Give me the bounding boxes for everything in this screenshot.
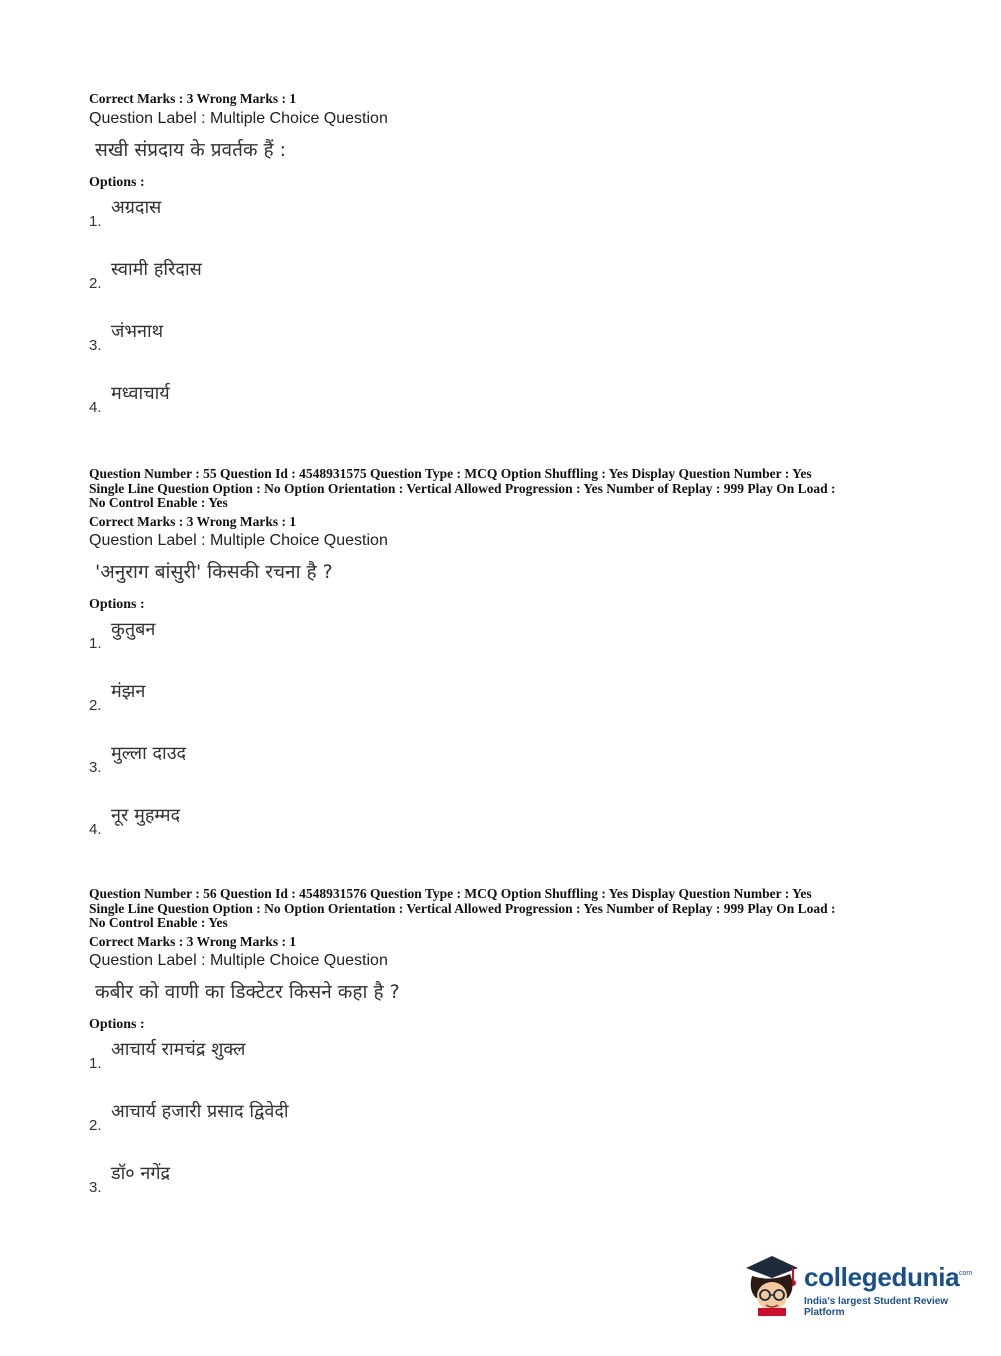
question-meta-line-2: Single Line Question Option : No Option Orientation : Vertical Allowed Progression : Yes Number of Replay : 999 Play On Load :: [89, 480, 836, 496]
question-label: Question Label : Multiple Choice Question: [89, 109, 388, 127]
option-number: 3.: [89, 1179, 102, 1196]
marks-info: Correct Marks : 3 Wrong Marks : 1: [89, 933, 297, 949]
options-heading: Options :: [89, 597, 145, 612]
option-3: [89, 315, 919, 377]
option-text: डॉ० नगेंद्र: [111, 1163, 171, 1184]
option-2: [89, 1095, 919, 1157]
logo-tagline: India's largest Student Review Platform: [804, 1296, 949, 1318]
student-mascot-icon: [742, 1250, 802, 1316]
question-text: सखी संप्रदाय के प्रवर्तक हैं :: [95, 138, 287, 161]
marks-info: Correct Marks : 3 Wrong Marks : 1: [89, 513, 297, 529]
question-block-56: [89, 887, 919, 1219]
option-number: 2.: [89, 1117, 102, 1134]
option-4: [89, 377, 919, 439]
question-label: Question Label : Multiple Choice Question: [89, 952, 388, 969]
option-text: आचार्य रामचंद्र शुक्ल: [111, 1039, 246, 1060]
option-number: 2.: [89, 697, 102, 714]
option-text: आचार्य हजारी प्रसाद द्विवेदी: [111, 1101, 289, 1122]
option-text: अग्रदास: [111, 196, 162, 218]
question-text: कबीर को वाणी का डिक्टेटर किसने कहा है ?: [95, 981, 400, 1003]
collegedunia-logo: [742, 1250, 972, 1322]
option-2: [89, 253, 919, 315]
option-text: मंझन: [111, 681, 146, 702]
question-label: Question Label : Multiple Choice Question: [89, 532, 388, 549]
option-text: नूर मुहम्मद: [111, 805, 181, 826]
question-meta-line-3: No Control Enable : Yes: [89, 495, 228, 510]
option-number: 1.: [89, 635, 102, 652]
question-text: 'अनुराग बांसुरी' किसकी रचना है ?: [95, 561, 333, 583]
option-number: 4.: [89, 821, 102, 838]
question-meta-line-3: No Control Enable : Yes: [89, 915, 228, 930]
question-block-55: [89, 467, 919, 861]
marks-info: Correct Marks : 3 Wrong Marks : 1: [89, 91, 297, 106]
option-4: [89, 799, 919, 861]
option-1: [89, 191, 919, 253]
option-number: 1.: [89, 1055, 102, 1072]
option-text: मुल्ला दाउद: [111, 743, 187, 764]
option-number: 4.: [89, 398, 102, 416]
option-1: [89, 1033, 919, 1095]
option-2: [89, 675, 919, 737]
option-3: [89, 737, 919, 799]
option-number: 1.: [89, 212, 102, 230]
option-text: स्वामी हरिदास: [111, 258, 202, 280]
option-text: जंभनाथ: [111, 320, 164, 342]
option-text: कुतुबन: [111, 619, 156, 640]
options-heading: Options :: [89, 174, 145, 190]
question-meta-line-1: Question Number : 56 Question Id : 4548931576 Question Type : MCQ Option Shuffling : Yes Display Question Number : Yes: [89, 886, 812, 901]
option-number: 3.: [89, 759, 102, 776]
question-meta-line-1: Question Number : 55 Question Id : 4548931575 Question Type : MCQ Option Shuffling : Yes Display Question Number : Yes: [89, 466, 812, 481]
option-number: 2.: [89, 274, 102, 292]
option-3: [89, 1157, 919, 1219]
question-meta-line-2: Single Line Question Option : No Option Orientation : Vertical Allowed Progression : Yes Number of Replay : 999 Play On Load :: [89, 900, 836, 916]
options-heading: Options :: [89, 1017, 145, 1032]
logo-wordmark: collegedunia: [804, 1262, 960, 1292]
question-block-54: [89, 92, 919, 439]
option-1: [89, 613, 919, 675]
option-text: मध्वाचार्य: [111, 382, 170, 404]
option-number: 3.: [89, 336, 102, 354]
logo-domain-suffix: .com: [957, 1270, 973, 1277]
